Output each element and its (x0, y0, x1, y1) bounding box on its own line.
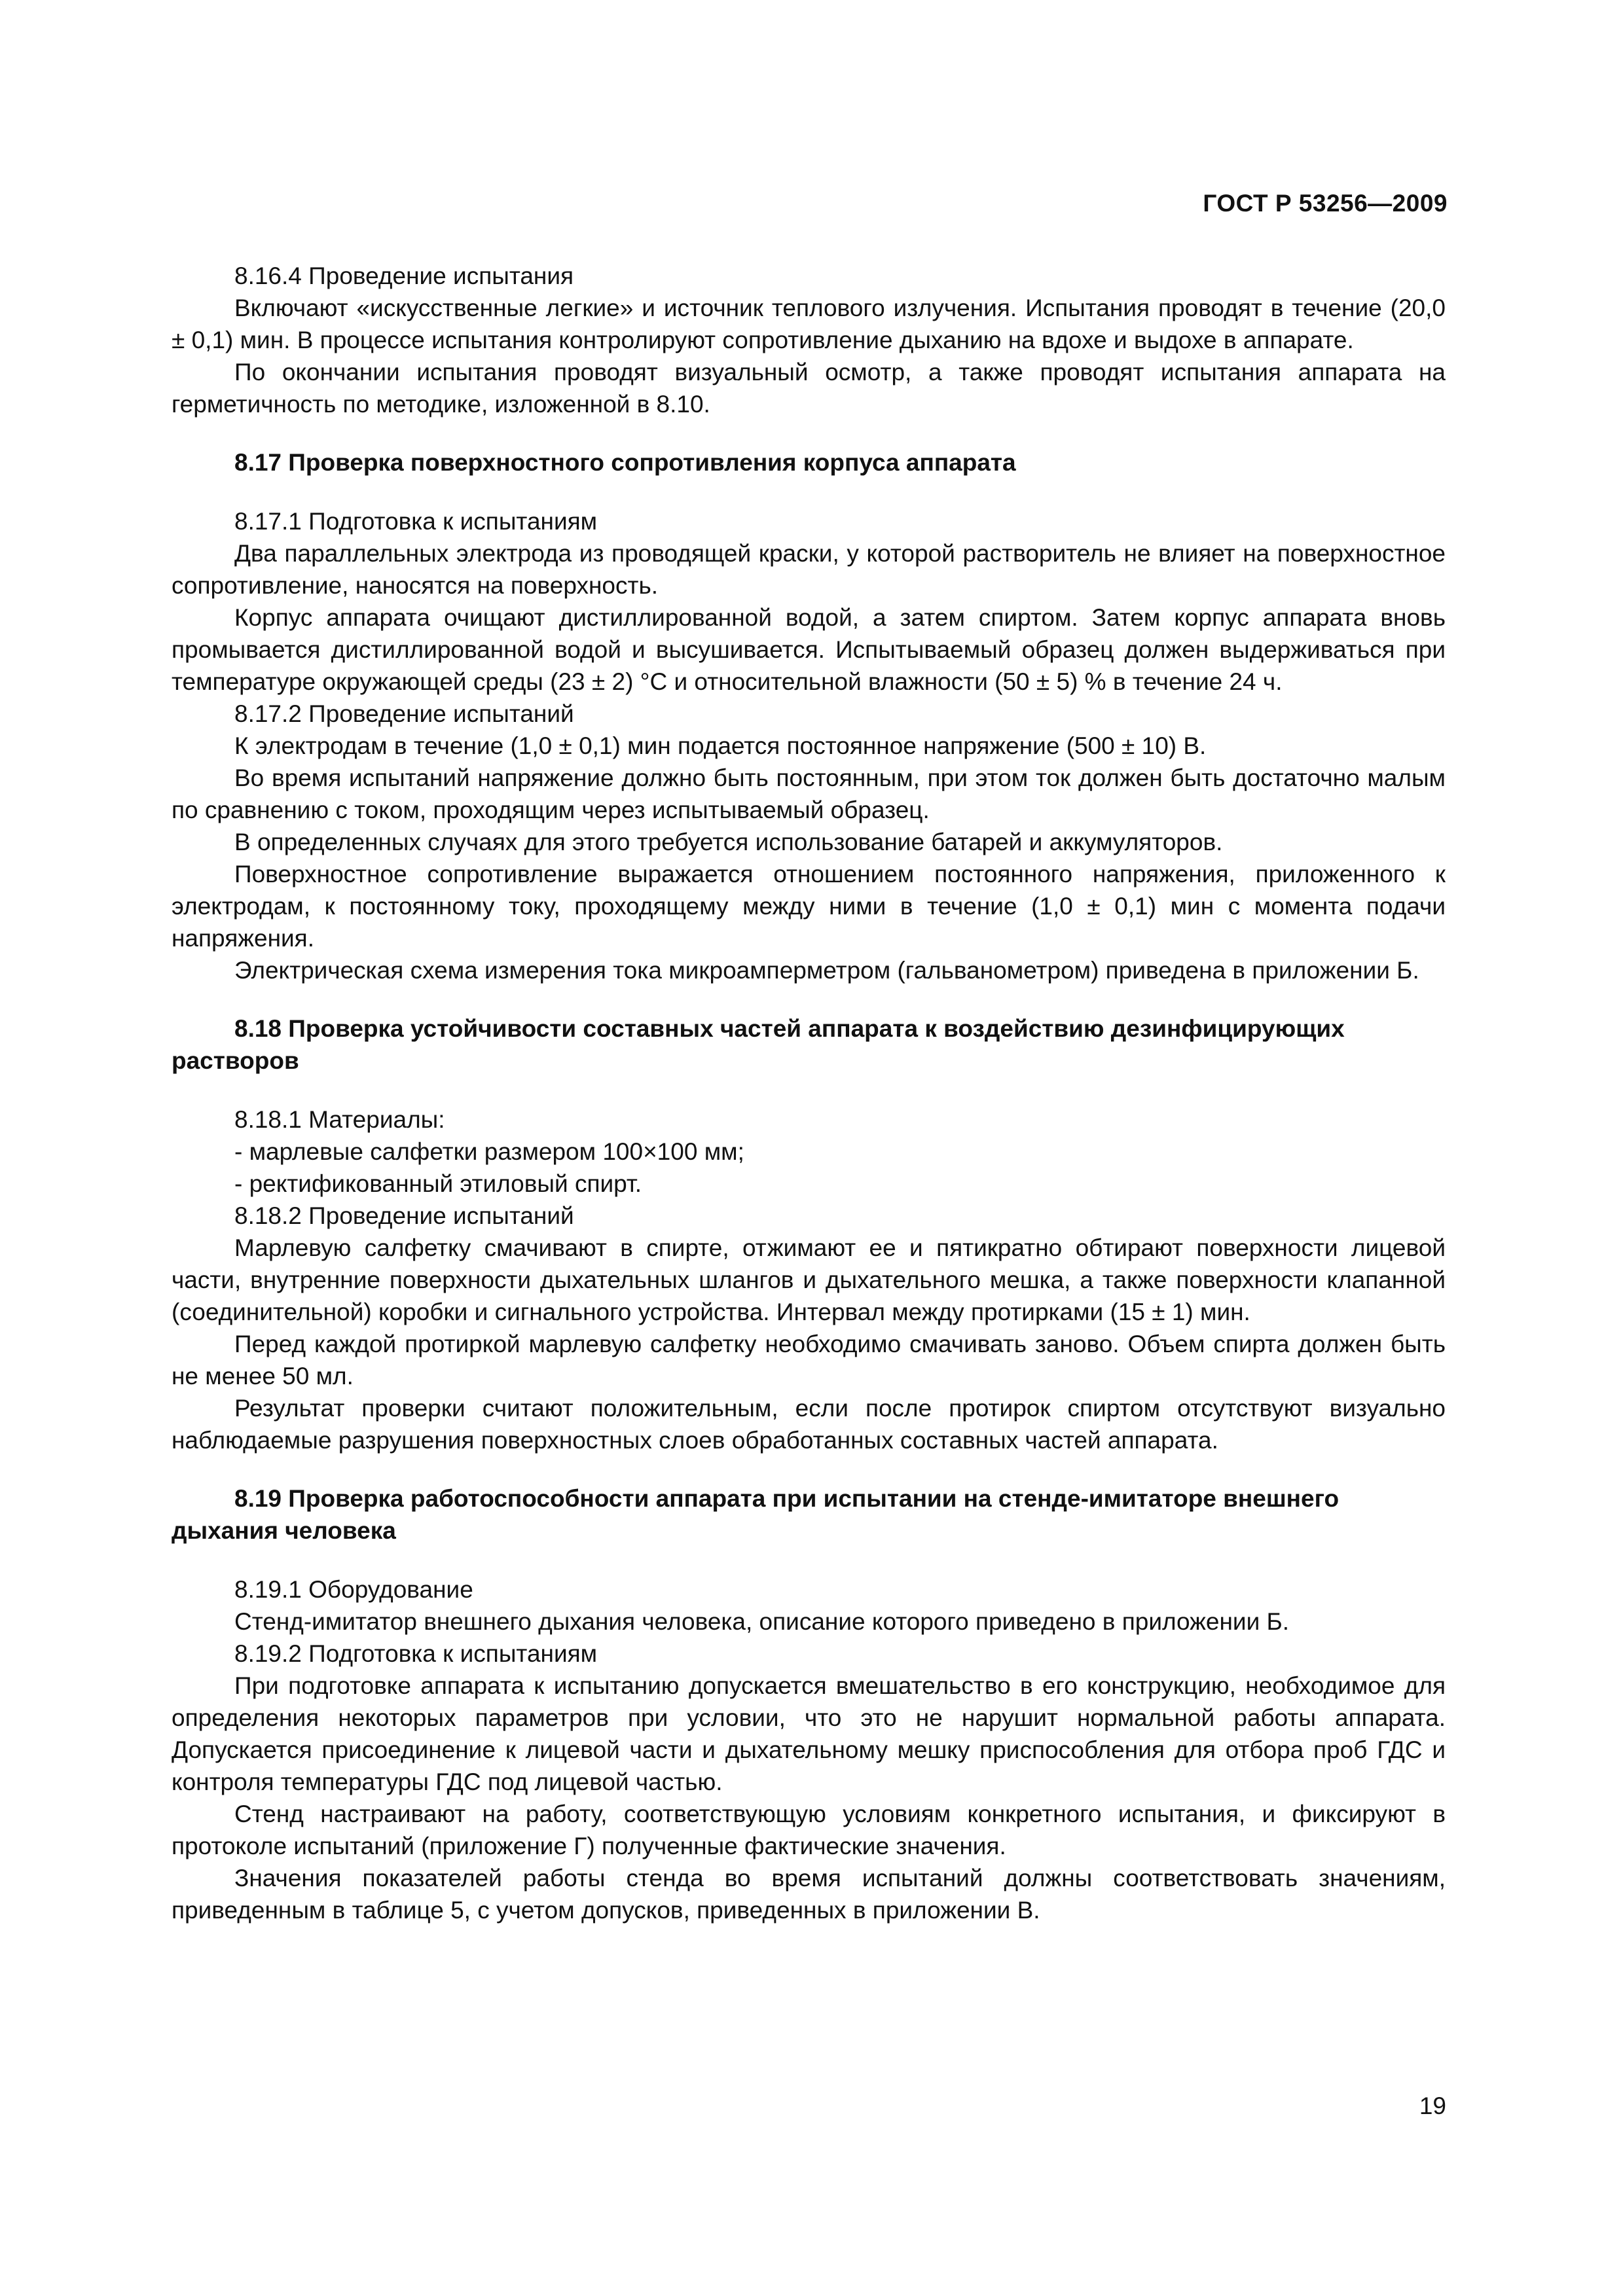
paragraph: При подготовке аппарата к испытанию допускается вмешательство в его конструкцию, необходимое для определения некоторых параметров при условии, что это не нарушит нормальной работы аппарата. Допускается присоединение к лицевой части и дыхательному мешку приспособления для отбора проб ГДС и контроля температуры ГДС под лицевой частью. (172, 1672, 1446, 1795)
paragraph: - ректификованный этиловый спирт. (234, 1170, 642, 1197)
paragraph: 8.17.2 Проведение испытаний (234, 700, 574, 727)
section-heading: 8.17 Проверка поверхностного сопротивления корпуса аппарата (234, 449, 1016, 476)
paragraph: По окончании испытания проводят визуальный осмотр, а также проводят испытания аппарата на герметичность по методике, изложенной в 8.10. (172, 359, 1446, 418)
paragraph: - марлевые салфетки размером 100×100 мм; (234, 1138, 744, 1165)
paragraph: 8.16.4 Проведение испытания (234, 262, 574, 289)
section-heading: 8.18 Проверка устойчивости составных частей аппарата к воздействию дезинфицирующих растворов (172, 1015, 1345, 1074)
paragraph: 8.18.2 Проведение испытаний (234, 1202, 574, 1229)
paragraph: Значения показателей работы стенда во время испытаний должны соответствовать значениям, приведенным в таблице 5, с учетом допусков, приведенных в приложении В. (172, 1865, 1446, 1924)
paragraph: Во время испытаний напряжение должно быть постоянным, при этом ток должен быть достаточно малым по сравнению с током, проходящим через испытываемый образец. (172, 764, 1446, 823)
paragraph: Результат проверки считают положительным, если после протирок спиртом отсутствуют визуально наблюдаемые разрушения поверхностных слоев обработанных составных частей аппарата. (172, 1395, 1446, 1454)
paragraph: Поверхностное сопротивление выражается отношением постоянного напряжения, приложенного к электродам, к постоянному току, проходящему между ними в течение (1,0 ± 0,1) мин с момента подачи напряжения. (172, 861, 1446, 952)
paragraph: Электрическая схема измерения тока микроамперметром (гальванометром) приведена в приложении Б. (234, 957, 1419, 984)
paragraph: В определенных случаях для этого требуется использование батарей и аккумуляторов. (234, 829, 1223, 855)
paragraph: Корпус аппарата очищают дистиллированной водой, а затем спиртом. Затем корпус аппарата вновь промывается дистиллированной водой и высушивается. Испытываемый образец должен выдерживаться при температуре окружающей среды (23 ± 2) °С и относительной влажности (50 ± 5) % в течение 24 ч. (172, 604, 1446, 695)
paragraph: 8.17.1 Подготовка к испытаниям (234, 508, 598, 535)
paragraph: Стенд-имитатор внешнего дыхания человека, описание которого приведено в приложении Б. (234, 1608, 1290, 1635)
page-number: 19 (1419, 2092, 1446, 2119)
paragraph: Марлевую салфетку смачивают в спирте, отжимают ее и пятикратно обтирают поверхности лицевой части, внутренние поверхности дыхательных шлангов и дыхательного мешка, а также поверхности клапанной (соединительной) коробки и сигнального устройства. Интервал между протирками (15 ± 1) мин. (172, 1234, 1446, 1325)
paragraph: 8.19.1 Оборудование (234, 1576, 473, 1603)
paragraph: Стенд настраивают на работу, соответствующую условиям конкретного испытания, и фиксируют в протоколе испытаний (приложение Г) полученные фактические значения. (172, 1801, 1446, 1859)
document-id-header: ГОСТ Р 53256—2009 (1203, 190, 1448, 217)
document-body (172, 260, 1446, 1926)
paragraph: Два параллельных электрода из проводящей краски, у которой растворитель не влияет на поверхностное сопротивление, наносятся на поверхность. (172, 540, 1446, 599)
paragraph: Включают «искусственные легкие» и источник теплового излучения. Испытания проводят в течение (20,0 ± 0,1) мин. В процессе испытания контролируют сопротивление дыханию на вдохе и выдохе в аппарате. (172, 295, 1446, 353)
paragraph: Перед каждой протиркой марлевую салфетку необходимо смачивать заново. Объем спирта должен быть не менее 50 мл. (172, 1331, 1446, 1390)
paragraph: К электродам в течение (1,0 ± 0,1) мин подается постоянное напряжение (500 ± 10) В. (234, 732, 1207, 759)
paragraph: 8.18.1 Материалы: (234, 1106, 445, 1133)
section-heading: 8.19 Проверка работоспособности аппарата при испытании на стенде-имитаторе внешнего дыхания человека (172, 1485, 1340, 1544)
paragraph: 8.19.2 Подготовка к испытаниям (234, 1640, 598, 1667)
